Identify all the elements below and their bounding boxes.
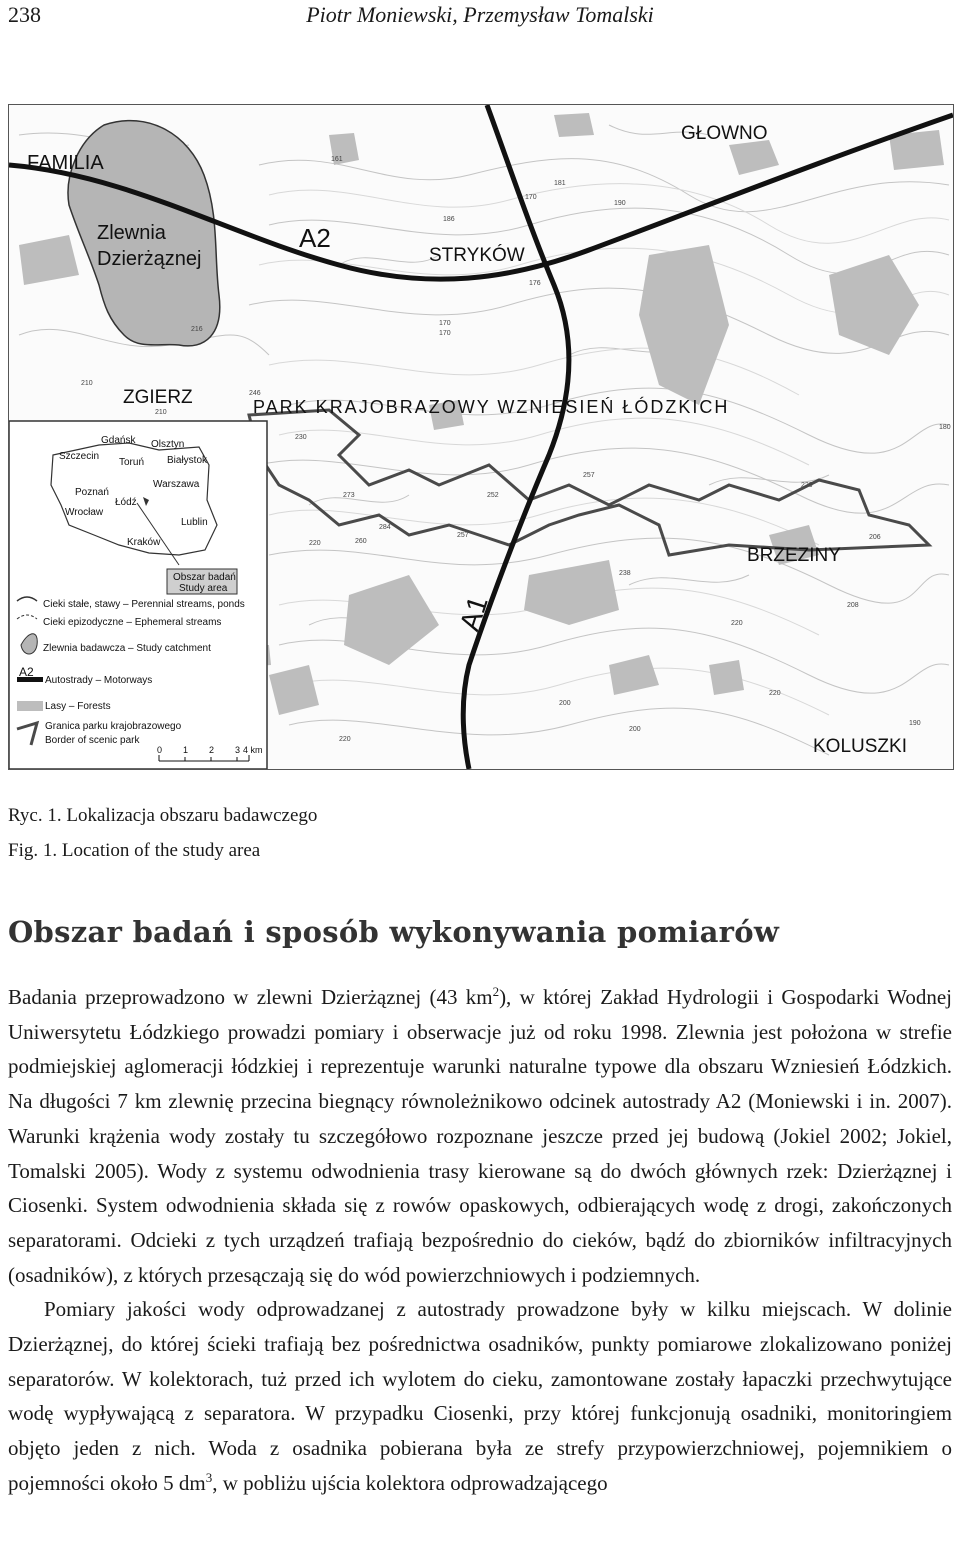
city-gdansk: Gdańsk <box>101 435 136 446</box>
label-zgierz: ZGIERZ <box>123 387 193 408</box>
spot-height: 181 <box>554 180 566 187</box>
spot-height: 190 <box>614 200 626 207</box>
scale-tick: 0 <box>157 745 163 755</box>
section-title: Obszar badań i sposób wykonywania pomiarów <box>8 915 780 949</box>
city-wroclaw: Wrocław <box>65 507 104 518</box>
figure-caption-en: Fig. 1. Location of the study area <box>8 840 261 861</box>
spot-height: 190 <box>909 720 921 727</box>
spot-height: 220 <box>769 690 781 697</box>
spot-height: 210 <box>155 409 167 416</box>
scale-tick: 3 <box>235 745 241 755</box>
legend-forests: Lasy – Forests <box>45 701 111 712</box>
legend-panel <box>9 421 267 769</box>
label-dzierzaznej: Dzierżąznej <box>97 248 202 270</box>
spot-height: 176 <box>529 280 541 287</box>
forest-symbol <box>17 701 43 711</box>
spot-height: 210 <box>81 380 93 387</box>
paragraph <box>8 1292 952 1500</box>
label-glowno: GŁOWNO <box>681 123 768 144</box>
city-poznan: Poznań <box>75 487 109 498</box>
label-zlewnia: Zlewnia <box>97 222 166 244</box>
spot-height: 257 <box>457 532 469 539</box>
label-a1: A1 <box>453 592 494 635</box>
city-lodz: Łódź <box>115 497 137 508</box>
spot-height: 220 <box>309 540 321 547</box>
paragraph-text: Badania przeprowadzono w zlewni Dzierżąznej (43 km <box>8 985 493 1009</box>
spot-height: 206 <box>869 534 881 541</box>
spot-height: 284 <box>379 524 391 531</box>
legend-motorways: Autostrady – Motorways <box>45 675 153 686</box>
page-header <box>0 0 960 40</box>
spot-height: 180 <box>939 424 951 431</box>
city-olsztyn: Olsztyn <box>151 439 185 450</box>
spot-height: 170 <box>525 194 537 201</box>
spot-height: 170 <box>439 320 451 327</box>
paragraph-text: , w pobliżu ujścia kolektora odprowadzającego <box>212 1470 608 1495</box>
body-text <box>8 980 952 1501</box>
spot-height: 252 <box>487 492 499 499</box>
spot-height: 220 <box>339 736 351 743</box>
legend-ephemeral: Cieki epizodyczne – Ephemeral streams <box>43 617 222 628</box>
spot-height: 161 <box>331 156 343 163</box>
city-torun: Toruń <box>119 457 145 468</box>
city-warszawa: Warszawa <box>153 479 200 490</box>
paragraph-text: Pomiary jakości wody odprowadzanej z autostrady prowadzone były w kilku miejscach. W dolinie Dzierżąznej, do której ścieki trafiają bez pośrednictwa osadników, punkty pomiarowe zlokalizowano poniżej separatorów. W kolektorach, tuż przed ich wylotem do cieku, zamontowane zostały łapaczki przechwytujące wodę wypływającą z separatora. W przypadku Ciosenki, przy której funkcjonują osadniki, monitoringiem objęto jeden z nich. Woda z osadnika pobierana była ze strefy przypowierzchniowej, pojemnikiem o pojemności około 5 dm <box>8 1297 952 1495</box>
spot-height: 246 <box>249 390 261 397</box>
legend-border-pl: Granica parku krajobrazowego <box>45 721 182 732</box>
scale-tick: 1 <box>183 745 189 755</box>
figure-caption-pl: Ryc. 1. Lokalizacja obszaru badawczego <box>8 805 318 826</box>
superscript: 3 <box>205 1469 213 1485</box>
spot-height: 200 <box>559 700 571 707</box>
map-svg <box>9 105 953 769</box>
spot-height: 230 <box>295 434 307 441</box>
city-bialystok: Białystok <box>167 455 208 466</box>
spot-height: 257 <box>583 472 595 479</box>
legend-catchment: Zlewnia badawcza – Study catchment <box>43 643 211 654</box>
spot-height: 208 <box>847 602 859 609</box>
city-szczecin: Szczecin <box>59 451 100 462</box>
superscript: 2 <box>492 984 500 999</box>
scale-tick: 2 <box>209 745 215 755</box>
city-lublin: Lublin <box>181 517 208 528</box>
scale-tick: 4 km <box>243 745 263 755</box>
legend-study-area-pl: Obszar badań <box>173 572 236 583</box>
legend-streams: Cieki stałe, stawy – Perennial streams, ponds <box>43 599 245 610</box>
label-strykow: STRYKÓW <box>429 245 525 266</box>
label-park: PARK KRAJOBRAZOWY WZNIESIEŃ ŁÓDZKICH <box>253 397 730 417</box>
spot-height: 260 <box>355 538 367 545</box>
spot-height: 186 <box>443 216 455 223</box>
page-number: 238 <box>8 2 41 27</box>
legend-border-en: Border of scenic park <box>45 735 140 746</box>
spot-height: 220 <box>731 620 743 627</box>
figure-map <box>8 104 954 770</box>
spot-height: 170 <box>439 330 451 337</box>
city-krakow: Kraków <box>127 537 161 548</box>
spot-height: 273 <box>343 492 355 499</box>
running-head: Piotr Moniewski, Przemysław Tomalski <box>306 2 654 27</box>
spot-height: 238 <box>619 570 631 577</box>
motorway-a1 <box>463 105 569 769</box>
label-brzeziny: BRZEZINY <box>747 545 841 566</box>
spot-height: 200 <box>629 726 641 733</box>
label-familia: FAMILIA <box>27 152 104 174</box>
label-a2: A2 <box>299 223 331 253</box>
paragraph <box>8 980 952 1292</box>
legend-study-area-en: Study area <box>179 583 228 594</box>
paragraph-text: ), w której Zakład Hydrologii i Gospodarki Wodnej Uniwersytetu Łódzkiego prowadzi pomiary i obserwacje już od roku 1998. Zlewnia jest położona w strefie podmiejskiej aglomeracji łódzkiej i reprezentuje warunki naturalne typowe dla obszaru Wzniesień Łódzkich. Na długości 7 km zlewnię przecina biegnący równoleżnikowo odcinek autostrady A2 (Moniewski i in. 2007). Warunki krążenia wody zostały tu szczegółowo rozpoznane jeszcze przed jej budową (Jokiel 2002; Jokiel, Tomalski 2005). Wody z systemu odwodnienia trasy kierowane są do dwóch głównych rzek: Dzierżąznej i Ciosenki. System odwodnienia składa się z rowów opaskowych, odbierających wodę z drogi, zakończonych separatorami. Odcieki z tych urządzeń trafiają bezpośrednio do cieków, bądź do zbiorników infiltracyjnych (osadników), z których przesączają się do wód powierzchniowych i podziemnych. <box>8 985 953 1287</box>
label-koluszki: KOLUSZKI <box>813 736 907 757</box>
spot-height: 229 <box>801 482 813 489</box>
legend-a2-symbol: A2 <box>19 665 34 679</box>
spot-height: 216 <box>191 326 203 333</box>
